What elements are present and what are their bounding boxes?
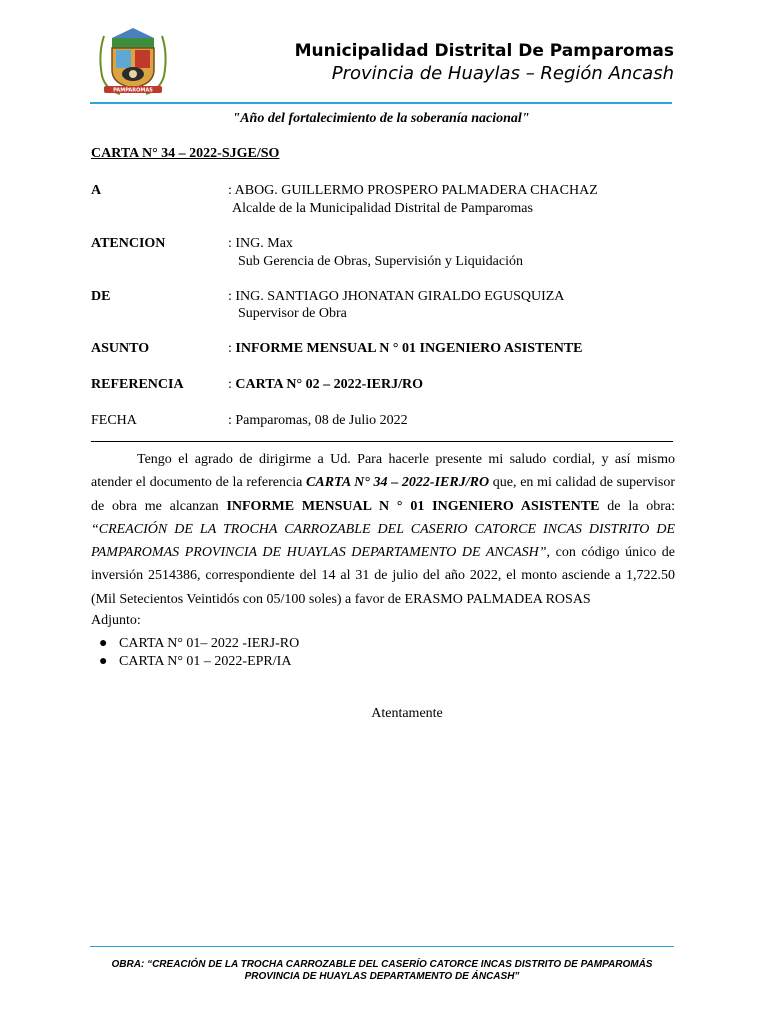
- body-reference: CARTA N° 34 – 2022-IERJ/RO: [306, 475, 490, 491]
- carta-number: CARTA N° 34 – 2022-SJGE/SO: [91, 146, 280, 161]
- body-subject: INFORME MENSUAL N ° 01 INGENIERO ASISTENTE: [226, 498, 600, 514]
- footer-divider: [90, 946, 674, 947]
- footer-project: [90, 959, 674, 983]
- field-a-value: : ABOG. GUILLERMO PROSPERO PALMADERA CHACHAZ: [228, 183, 598, 198]
- province-region-subtitle: Provincia de Huaylas – Región Ancash: [331, 63, 674, 84]
- body-part-4: , con código único de inversión 2514386, correspondiente del 14 al 31 de julio del año 2022, el monto asciende a 1,722.50 (Mil Setecientos Veintidós con 05/100 soles) a favor de ERASMO PALMADEA ROSAS: [91, 545, 675, 607]
- closing-salutation: Atentamente: [371, 706, 443, 721]
- field-referencia-text: CARTA N° 02 – 2022-IERJ/RO: [235, 377, 424, 392]
- body-project-name: “CREACIÓN DE LA TROCHA CARROZABLE DEL CASERIO CATORCE INCAS DISTRITO DE PAMPAROMAS PROVINCIA DE HUAYLAS DEPARTAMENTO DE ANCASH”: [91, 521, 675, 561]
- field-asunto-value: [228, 340, 583, 358]
- attachment-2: CARTA N° 01 – 2022-EPR/IA: [119, 654, 292, 669]
- body-part-2: que, en mi calidad de supervisor de obra me alcanzan: [91, 475, 675, 514]
- list-item: [99, 653, 299, 671]
- field-asunto-label: ASUNTO: [91, 341, 150, 356]
- header-divider: [90, 102, 672, 104]
- municipal-coat-of-arms-icon: [90, 24, 176, 100]
- municipality-title: Municipalidad Distrital De Pamparomas: [294, 41, 674, 61]
- letterhead: [295, 40, 674, 86]
- bullet-icon: ●: [99, 636, 108, 651]
- fields-divider: [91, 441, 673, 442]
- footer-line-1: OBRA: “CREACIÓN DE LA TROCHA CARROZABLE DEL CASERÍO CATORCE INCAS DISTRITO DE PAMPAROMÁS: [111, 959, 653, 970]
- list-item: [99, 635, 299, 653]
- letter-body: [91, 448, 675, 611]
- field-fecha-label: FECHA: [91, 413, 137, 428]
- attachments-label: Adjunto:: [91, 613, 141, 628]
- logo-text: PAMPAROMAS: [113, 87, 153, 94]
- field-de-sub: Supervisor de Obra: [238, 306, 347, 321]
- field-atencion-sub: Sub Gerencia de Obras, Supervisión y Liquidación: [238, 254, 523, 269]
- field-referencia-prefix: :: [228, 377, 236, 392]
- field-asunto-prefix: :: [228, 341, 236, 356]
- field-referencia-label: REFERENCIA: [91, 377, 184, 392]
- field-atencion-label: ATENCION: [91, 236, 166, 251]
- body-part-3: de la obra:: [599, 498, 676, 514]
- field-a-sub: Alcalde de la Municipalidad Distrital de Pamparomas: [232, 201, 533, 216]
- field-atencion-value: : ING. Max: [228, 236, 293, 251]
- field-fecha-value: : Pamparomas, 08 de Julio 2022: [228, 413, 408, 428]
- body-part-1: Tengo el agrado de dirigirme a Ud. Para hacerle presente mi saludo cordial, y así mismo atender el documento de la referencia: [91, 452, 675, 491]
- field-referencia-value: [228, 376, 423, 394]
- field-de-value: : ING. SANTIAGO JHONATAN GIRALDO EGUSQUIZA: [228, 289, 565, 304]
- field-a-label: A: [91, 183, 102, 198]
- bullet-icon: ●: [99, 654, 108, 669]
- attachments-list: [99, 635, 299, 671]
- footer-line-2: PROVINCIA DE HUAYLAS DEPARTAMENTO DE ÁNCASH”: [244, 971, 520, 982]
- field-de-label: DE: [91, 289, 111, 304]
- attachment-1: CARTA N° 01– 2022 -IERJ-RO: [119, 636, 300, 651]
- year-motto: "Año del fortalecimiento de la soberanía nacional": [232, 111, 530, 126]
- field-asunto-text: INFORME MENSUAL N ° 01 INGENIERO ASISTENTE: [235, 341, 583, 356]
